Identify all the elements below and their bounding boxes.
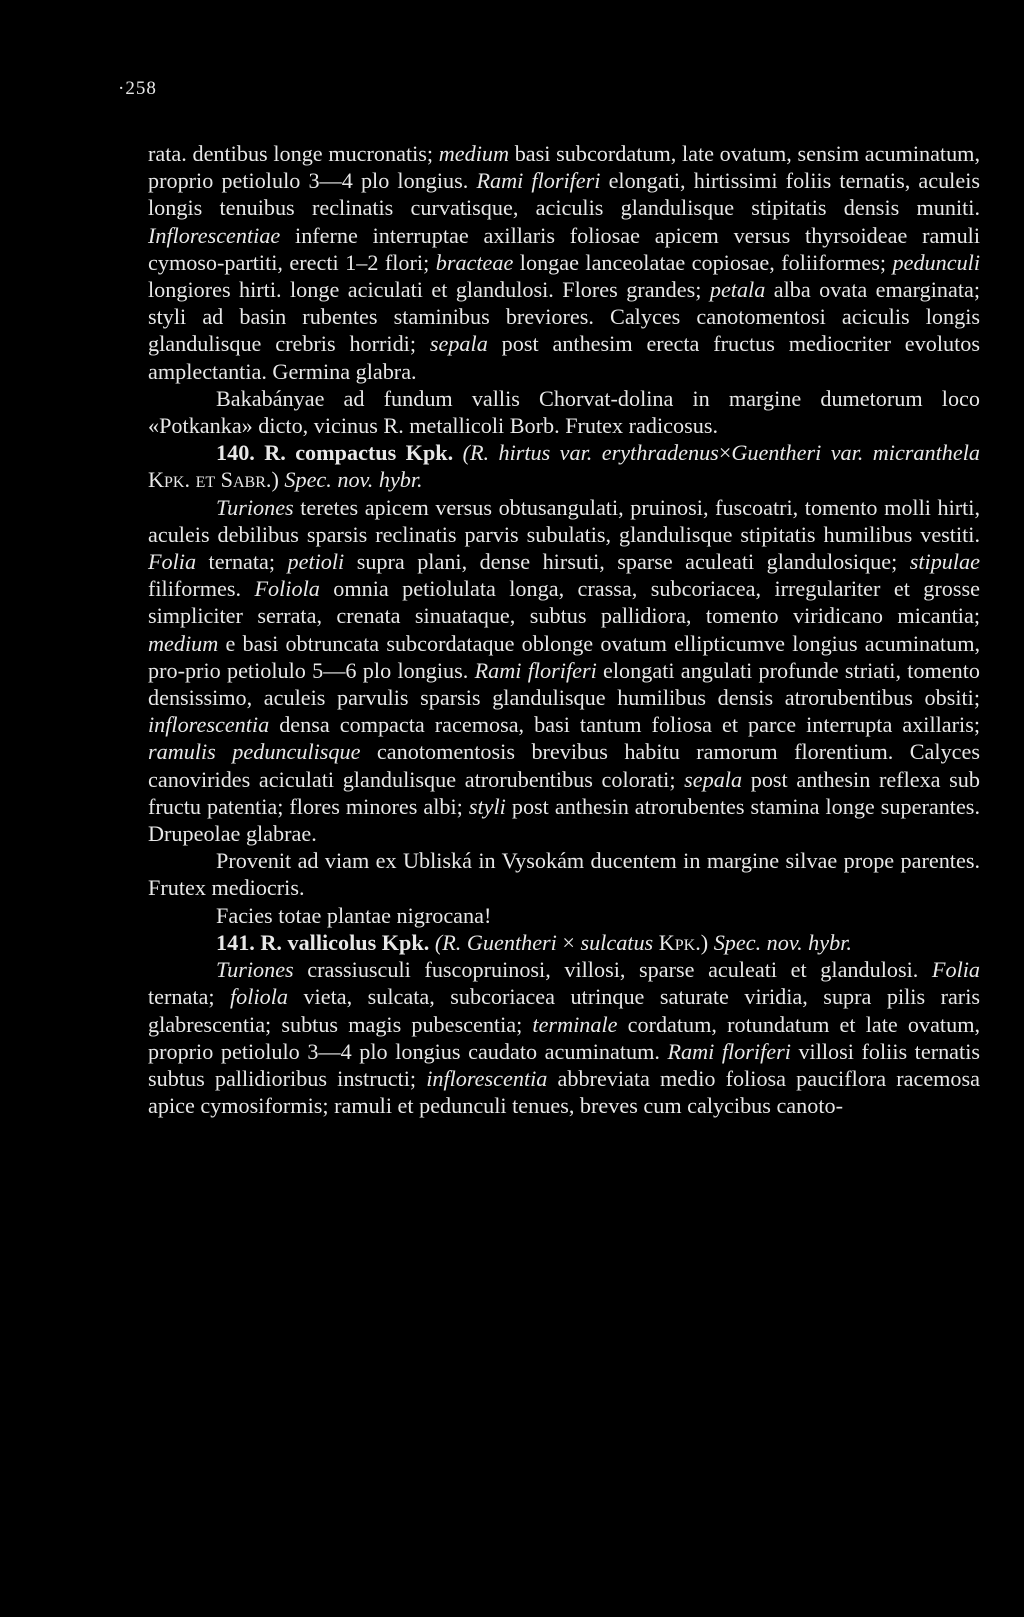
italic-term: sepala [684, 766, 743, 792]
text-run: basi subcordatum, late ovatum, sensim acuminatum, proprio petiolulo 3—4 plo longius. [148, 141, 980, 194]
italic-term: petioli [287, 549, 345, 575]
paragraph-species-140-description [148, 494, 980, 848]
text-run: densa compacta racemosa, basi tantum foliosa et parce interrupta axillaris; [269, 712, 980, 738]
text-run: × [556, 929, 581, 955]
paragraph-description-continued [148, 140, 980, 385]
italic-term: Folia [148, 549, 197, 575]
italic-term: pedunculi [892, 249, 980, 275]
italic-term: Guentheri var. micranthela [731, 440, 980, 466]
italic-term: terminale [532, 1011, 618, 1037]
text-body [148, 140, 980, 1119]
italic-term: stipulae [909, 549, 980, 575]
italic-term: inflorescentia [148, 712, 270, 738]
italic-term: Folia [931, 957, 980, 983]
text-run: teretes apicem versus obtusangulati, pruinosi, fuscoatri, tomento molli hirti, aculeis debilibus sparsis reclinatis parvis subulatis, glandulisque stipitatis humilibus vestiti. [148, 494, 980, 547]
text-run: Facies totae plantae nigrocana! [216, 902, 492, 928]
paragraph-locality-ubliska [148, 847, 980, 901]
text-run: supra plani, dense hirsuti, sparse aculeati glandulosique; [344, 549, 910, 575]
italic-term: sepala [429, 331, 488, 357]
paragraph-species-141-heading [148, 929, 980, 956]
text-run: × [718, 440, 732, 466]
italic-term: Rami floriferi [667, 1038, 791, 1064]
text-run: rata. dentibus longe mucronatis; [148, 141, 439, 166]
text-run: ) [700, 929, 714, 955]
paragraph-species-140-heading [148, 439, 980, 493]
italic-term: Rami floriferi [474, 657, 597, 683]
text-run: Bakabányae ad fundum vallis Chorvat-dolina in margine dumetorum loco «Potkanka» dicto, vicinus R. metallicoli Borb. Frutex radicosus. [148, 385, 980, 439]
paragraph-species-141-description [148, 956, 980, 1119]
author-abbrev: Kpk. [658, 929, 701, 955]
text-run: ternata; [148, 984, 231, 1010]
author-abbrev: Kpk. et Sabr. [148, 467, 272, 493]
text-run [453, 440, 462, 465]
italic-term: (R. hirtus var. erythradenus [462, 440, 719, 466]
text-run: post anthesim erecta fructus mediocriter evolutos amplectantia. Germina glabra. [148, 331, 980, 384]
italic-term: medium [438, 141, 510, 166]
text-run: ) [271, 467, 285, 493]
text-run: inferne interruptae axillaris foliosae apicem versus thyrsoideae ramuli cymoso-partiti, erecti 1–2 flori; [148, 222, 980, 275]
italic-term: Inflorescentiae [148, 222, 281, 248]
italic-term: Spec. nov. hybr. [284, 467, 423, 493]
species-number-name: 140. R. compactus Kpk. [216, 440, 454, 466]
text-run: longae lanceolatae copiosae, foliiformes; [513, 249, 893, 275]
text-run: elongati angulati profunde striati, tomento densissimo, aculeis parvulis sparsis glandulisque humilibus densis atrorubentibus obsiti; [148, 657, 980, 711]
text-run: abbreviata medio foliosa pauciflora racemosa apice cymosiformis; ramuli et pedunculi tenues, breves cum calycibus canoto- [148, 1065, 981, 1119]
text-run: longiores hirti. longe aciculati et glandulosi. Flores grandes; [148, 277, 710, 303]
text-run: canotomentosis brevibus habitu ramorum florentium. Calyces canovirides aciculati glandulisque atrorubentibus colorati; [148, 739, 980, 792]
italic-term: Turiones [216, 494, 294, 520]
text-run: ternata; [196, 549, 288, 575]
italic-term: Foliola [254, 576, 320, 602]
italic-term: petala [709, 277, 766, 303]
italic-term: medium [148, 630, 219, 656]
text-run: cordatum, rotundatum et late ovatum, proprio petiolulo 3—4 plo longius caudato acuminatum. [148, 1011, 980, 1064]
text-run: elongati, hirtissimi foliis ternatis, aculeis longis tenuibus reclinatis curvatisque, aciculis glandulisque stipitatis densis muniti. [148, 168, 980, 221]
italic-term: bracteae [435, 249, 514, 275]
text-run: Provenit ad viam ex Ubliská in Vysokám ducentem in margine silvae prope parentes. Frutex mediocris. [148, 848, 980, 901]
italic-term: inflorescentia [426, 1065, 548, 1091]
text-run: post anthesin atrorubentes stamina longe superantes. Drupeolae glabrae. [148, 793, 980, 847]
italic-term: sulcatus [580, 929, 654, 955]
text-run: vieta, sulcata, subcoriacea utrinque saturate viridia, supra pilis raris glabrescentia; subtus magis pubescentia; [148, 984, 980, 1037]
italic-term: Rami floriferi [476, 168, 601, 194]
italic-term: ramulis pedunculisque [148, 739, 361, 765]
italic-term: (R. Guentheri [434, 929, 557, 955]
italic-term: Turiones [216, 957, 294, 983]
species-number-name: 141. R. vallicolus Kpk. [216, 929, 430, 955]
text-run: crassiusculi fuscopruinosi, villosi, sparse aculeati et glandulosi. [293, 957, 932, 983]
italic-term: Spec. nov. hybr. [713, 929, 852, 955]
italic-term: styli [468, 793, 506, 819]
text-run: villosi foliis ternatis subtus pallidioribus instructi; [148, 1038, 980, 1091]
text-run: e basi obtruncata subcordataque oblonge ovatum ellipticumve longius acuminatum, pro-prio petiolulo 5—6 plo longius. [148, 630, 980, 683]
page-number: ·258 [118, 78, 157, 99]
paragraph-habit-note [148, 902, 980, 929]
text-run: alba ovata emarginata; styli ad basin rubentes staminibus breviores. Calyces canotomentosi aciculis longis glandulisque crebris horridi; [148, 277, 981, 357]
text-run: post anthesin reflexa sub fructu patentia; flores minores albi; [148, 766, 980, 819]
paragraph-locality-bakabanya [148, 385, 980, 439]
text-run: omnia petiolulata longa, crassa, subcoriacea, irregulariter et grosse simpliciter serrata, crenata sinuataque, subtus pallidiora, tomento viridicano micantia; [148, 576, 980, 629]
text-run: filiformes. [148, 576, 255, 602]
italic-term: foliola [230, 984, 288, 1010]
